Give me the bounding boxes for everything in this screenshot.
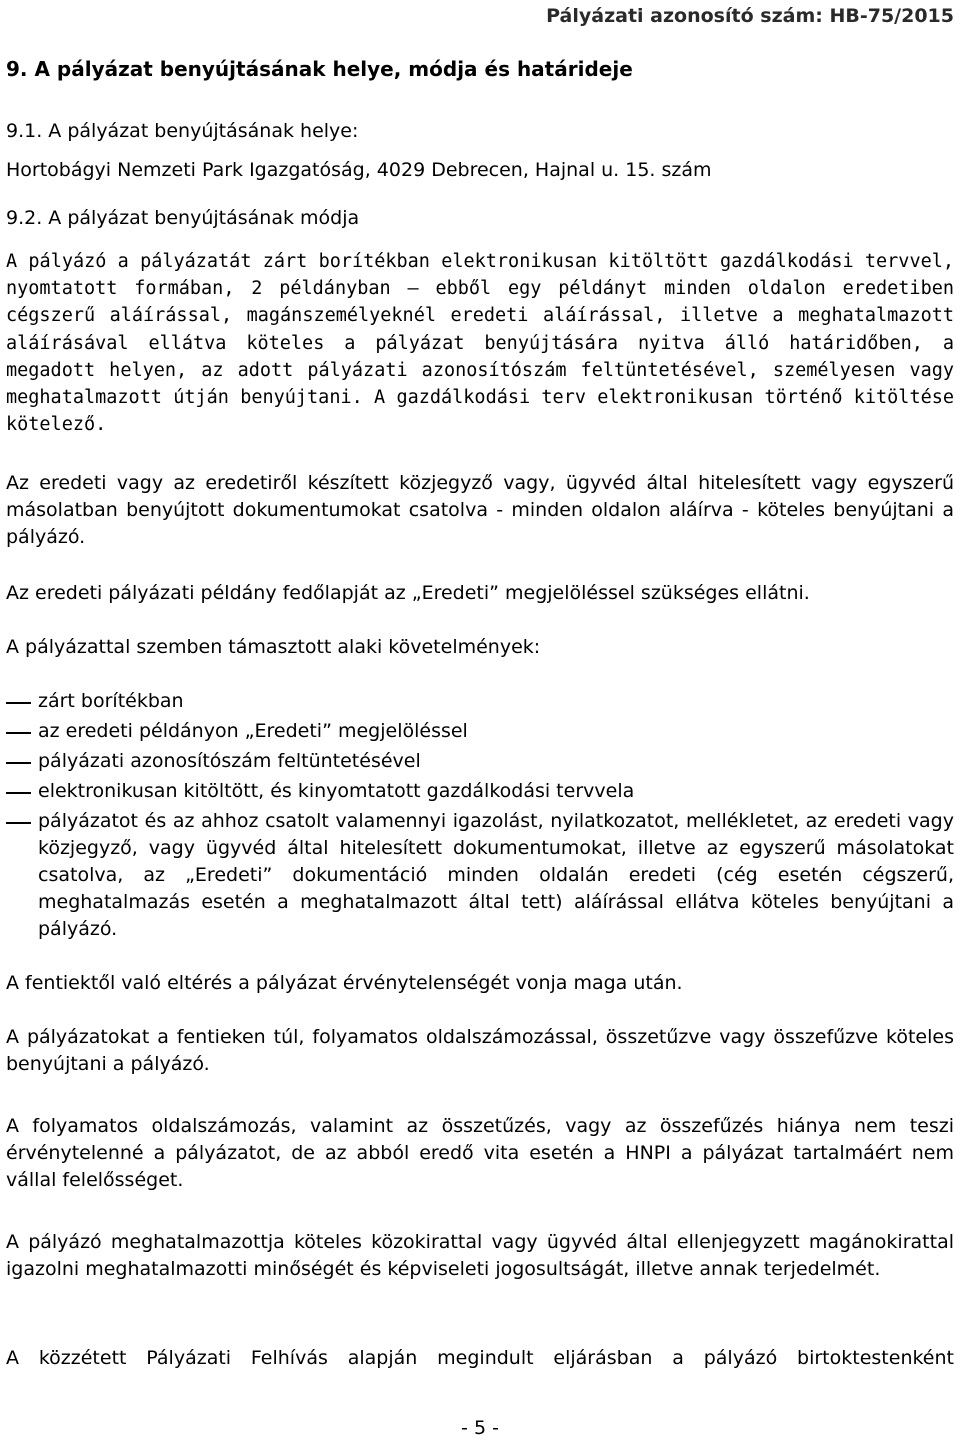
- submission-method-tail: A gazdálkodási terv elektronikusan történő kitöltése kötelező.: [6, 387, 954, 436]
- dash-bullet: [6, 702, 31, 704]
- requirement-text: elektronikusan kitöltött, és kinyomtatott gazdálkodási tervvela: [38, 780, 635, 802]
- requirements-intro: A pályázattal szemben támasztott alaki követelmények:: [6, 636, 541, 658]
- subsection-9-2-title: 9.2. A pályázat benyújtásának módja: [6, 207, 360, 229]
- requirement-text: pályázati azonosítószám feltüntetésével: [38, 750, 421, 772]
- missing-numbering-paragraph: A folyamatos oldalszámozás, valamint az összetűzés, vagy az összefűzés hiánya nem teszi érvénytelenné a pályázatot, de az abból eredő vita esetén a HNPI a pályázat tartalmáért nem vállal felelősséget.: [6, 1115, 954, 1191]
- requirements-list: [6, 688, 954, 946]
- cover-paragraph: Az eredeti pályázati példány fedőlapját az „Eredeti” megjelöléssel szükséges ellátni.: [6, 582, 810, 604]
- submission-method-paragraph: [6, 248, 954, 438]
- page-number: - 5 -: [461, 1417, 499, 1439]
- final-paragraph: A közzétett Pályázati Felhívás alapján megindult eljárásban a pályázó birtoktestenként: [6, 1347, 954, 1369]
- submission-method-text: A pályázó a pályázatát zárt borítékban elektronikusan kitöltött gazdálkodási tervvel, nyomtatott formában, 2 példányban – ebből egy példányt minden oldalon eredetiben cégszerű aláírással, magánszemélyeknél eredeti aláírással, illetve a meghatalmazott aláírásával ellátva köteles a pályázat benyújtására nyitva álló határidőben, a megadott helyen, az adott pályázati azonosítószám feltüntetésével, személyesen vagy meghatalmazott útján benyújtani.: [6, 251, 954, 409]
- page-numbering-paragraph: A pályázatokat a fentieken túl, folyamatos oldalszámozással, összetűzve vagy összefűzve köteles benyújtani a pályázó.: [6, 1026, 954, 1075]
- requirement-text: pályázatot és az ahhoz csatolt valamennyi igazolást, nyilatkozatot, mellékletet, az eredeti vagy közjegyző, vagy ügyvéd által hitelesített dokumentumokat, illetve az egyszerű másolatokat csatolva, az „Eredeti” dokumentáció minden oldalán eredeti (cég esetén cégszerű, meghatalmazás esetén a meghatalmazott által tett) aláírással ellátva köteles benyújtani a pályázó.: [38, 810, 954, 940]
- subsection-9-1-title: 9.1. A pályázat benyújtásának helye:: [6, 120, 359, 142]
- dash-bullet: [6, 732, 31, 734]
- requirement-text: az eredeti példányon „Eredeti” megjelöléssel: [38, 720, 468, 742]
- requirement-text: zárt borítékban: [38, 690, 184, 712]
- proxy-paragraph: A pályázó meghatalmazottja köteles közokirattal vagy ügyvéd által ellenjegyzett magánokirattal igazolni meghatalmazotti minőségét és képviseleti jogosultságát, illetve annak terjedelmét.: [6, 1231, 954, 1280]
- list-item: [6, 718, 954, 745]
- submission-address: Hortobágyi Nemzeti Park Igazgatóság, 4029 Debrecen, Hajnal u. 15. szám: [6, 159, 712, 181]
- dash-bullet: [6, 792, 31, 794]
- document-page: [6, 0, 954, 1440]
- dash-bullet: [6, 822, 31, 824]
- list-item: [6, 748, 954, 775]
- list-item: [6, 808, 954, 943]
- invalidity-paragraph: A fentiektől való eltérés a pályázat érvénytelenségét vonja maga után.: [6, 972, 683, 994]
- copies-paragraph: Az eredeti vagy az eredetiről készített közjegyző vagy, ügyvéd által hitelesített vagy egyszerű másolatban benyújtott dokumentumokat csatolva - minden oldalon aláírva - köteles benyújtani a pályázó.: [6, 472, 954, 548]
- section-title: 9. A pályázat benyújtásának helye, módja és határideje: [6, 57, 633, 81]
- tender-id-header: Pályázati azonosító szám: HB-75/2015: [546, 5, 954, 27]
- dash-bullet: [6, 762, 31, 764]
- list-item: [6, 688, 954, 715]
- list-item: [6, 778, 954, 805]
